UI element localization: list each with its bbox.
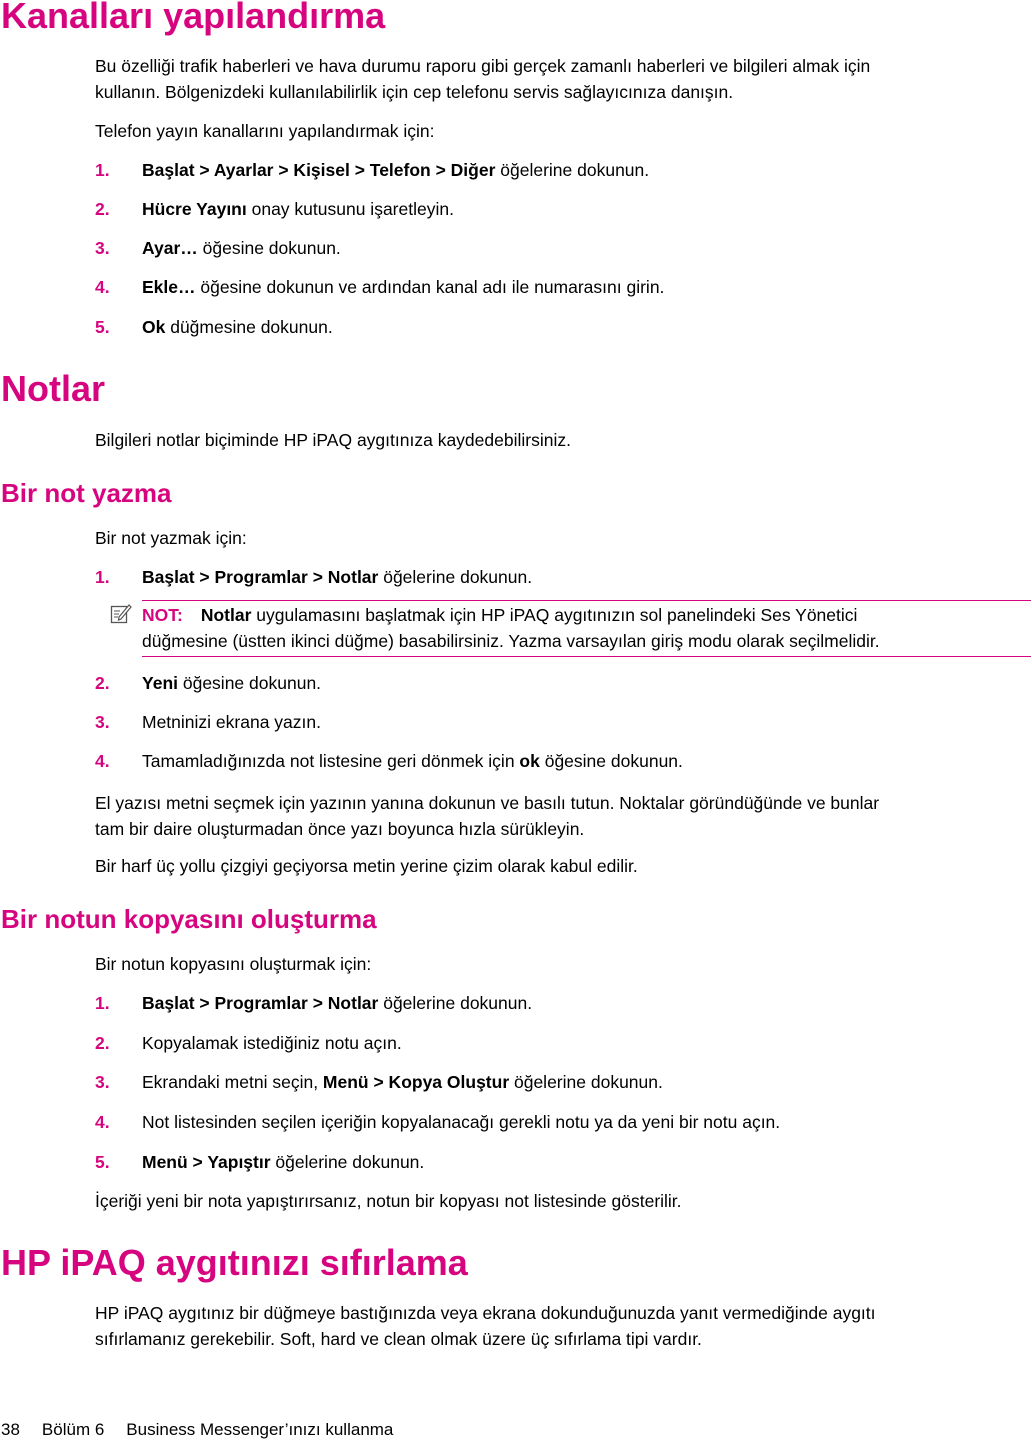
list-item xyxy=(95,990,1030,1016)
chapter-title: Business Messenger’ınızı kullanma xyxy=(126,1420,394,1439)
heading-bir-notun-kopyasini-olusturma: Bir notun kopyasını oluşturma xyxy=(1,904,377,934)
paragraph-lead: Bir not yazmak için: xyxy=(95,528,247,548)
list-item xyxy=(95,748,1030,774)
step-number: 2. xyxy=(95,199,110,219)
paragraph-reset-line2: sıfırlamanız gerekebilir. Soft, hard ve clean olmak üzere üç sıfırlama tipi vardır. xyxy=(95,1329,702,1349)
step-text: Ekrandaki metni seçin, Menü > Kopya Oluştur öğelerine dokunun. xyxy=(142,1072,663,1092)
step-text: Yeni öğesine dokunun. xyxy=(142,673,322,693)
step-number: 2. xyxy=(95,1033,110,1053)
paragraph-intro-line2: kullanın. Bölgenizdeki kullanılabilirlik için cep telefonu servis sağlayıcınıza danışın. xyxy=(95,82,734,102)
note-callout xyxy=(110,600,1031,656)
step-text: Menü > Yapıştır öğelerine dokunun. xyxy=(142,1152,425,1172)
note-pencil-icon xyxy=(110,602,132,624)
step-number: 4. xyxy=(95,751,110,771)
step-text: Başlat > Ayarlar > Kişisel > Telefon > Diğer öğelerine dokunun. xyxy=(142,160,650,180)
list-item xyxy=(95,157,1030,183)
paragraph-three-way-line: Bir harf üç yollu çizgiyi geçiyorsa metin yerine çizim olarak kabul edilir. xyxy=(95,856,638,876)
step-text: Tamamladığınızda not listesine geri dönmek için ok öğesine dokunun. xyxy=(142,751,683,771)
heading-notlar: Notlar xyxy=(1,368,106,409)
step-number: 4. xyxy=(95,1112,110,1132)
list-item xyxy=(95,1030,1030,1056)
list-item xyxy=(95,1069,1030,1095)
heading-hp-ipaq-sifirlama: HP iPAQ aygıtınızı sıfırlama xyxy=(1,1242,468,1283)
list-item xyxy=(95,1109,1030,1135)
list-item xyxy=(95,196,1030,222)
step-number: 5. xyxy=(95,317,110,337)
list-item xyxy=(95,274,1030,300)
step-number: 2. xyxy=(95,673,110,693)
step-text: Not listesinden seçilen içeriğin kopyalanacağı gerekli notu ya da yeni bir notu açın. xyxy=(142,1112,781,1132)
heading-kanallari-yapilandirma: Kanalları yapılandırma xyxy=(1,0,386,36)
list-item xyxy=(95,670,1030,696)
step-number: 1. xyxy=(95,160,110,180)
paragraph-intro-line1: Bu özelliği trafik haberleri ve hava durumu raporu gibi gerçek zamanlı haberleri ve bilgileri almak için xyxy=(95,56,871,76)
list-item xyxy=(95,1149,1030,1175)
step-number: 3. xyxy=(95,712,110,732)
step-text: Ayar… öğesine dokunun. xyxy=(142,238,341,258)
paragraph-lead: Telefon yayın kanallarını yapılandırmak için: xyxy=(95,121,435,141)
step-text: Ekle… öğesine dokunun ve ardından kanal adı ile numarasını girin. xyxy=(142,277,665,297)
list-item xyxy=(95,235,1030,261)
step-text: Metninizi ekrana yazın. xyxy=(142,712,321,732)
step-number: 1. xyxy=(95,993,110,1013)
step-text: Başlat > Programlar > Notlar öğelerine dokunun. xyxy=(142,567,533,587)
list-item xyxy=(95,709,1030,735)
step-number: 3. xyxy=(95,1072,110,1092)
chapter-label: Bölüm 6 xyxy=(41,1420,105,1439)
paragraph-lead: Bir notun kopyasını oluşturmak için: xyxy=(95,954,372,974)
step-number: 1. xyxy=(95,567,110,587)
paragraph-copy-outro: İçeriği yeni bir nota yapıştırırsanız, notun bir kopyası not listesinde gösterilir. xyxy=(95,1191,682,1211)
step-text: Kopyalamak istediğiniz notu açın. xyxy=(142,1033,402,1053)
paragraph-reset-line1: HP iPAQ aygıtınız bir düğmeye bastığınızda veya ekrana dokunduğunuzda yanıt vermediğinde aygıtı xyxy=(95,1303,876,1323)
list-item xyxy=(95,564,1030,590)
step-number: 4. xyxy=(95,277,110,297)
step-number: 3. xyxy=(95,238,110,258)
step-text: Hücre Yayını onay kutusunu işaretleyin. xyxy=(142,199,454,219)
list-item xyxy=(95,314,1030,340)
page-number: 38 xyxy=(1,1420,20,1439)
paragraph-notlar-intro: Bilgileri notlar biçiminde HP iPAQ aygıtınıza kaydedebilirsiniz. xyxy=(95,430,571,450)
step-text: Ok düğmesine dokunun. xyxy=(142,317,333,337)
step-text: Başlat > Programlar > Notlar öğelerine dokunun. xyxy=(142,993,533,1013)
page-footer xyxy=(1,1419,415,1441)
step-number: 5. xyxy=(95,1152,110,1172)
note-label: NOT: xyxy=(142,605,183,625)
paragraph-handwriting-line2: tam bir daire oluşturmadan önce yazı boyunca hızla sürükleyin. xyxy=(95,819,585,839)
note-text: NOT: Notlar uygulamasını başlatmak için HP iPAQ aygıtınızın sol panelindeki Ses Yönetici düğmesine (üstten ikinci düğme) basabilirsiniz. Yazma varsayılan giriş modu olarak seçilmelidir. xyxy=(142,600,1031,657)
paragraph-handwriting-line1: El yazısı metni seçmek için yazının yanına dokunun ve basılı tutun. Noktalar göründüğünde ve bunlar xyxy=(95,793,880,813)
heading-bir-not-yazma: Bir not yazma xyxy=(1,478,172,508)
